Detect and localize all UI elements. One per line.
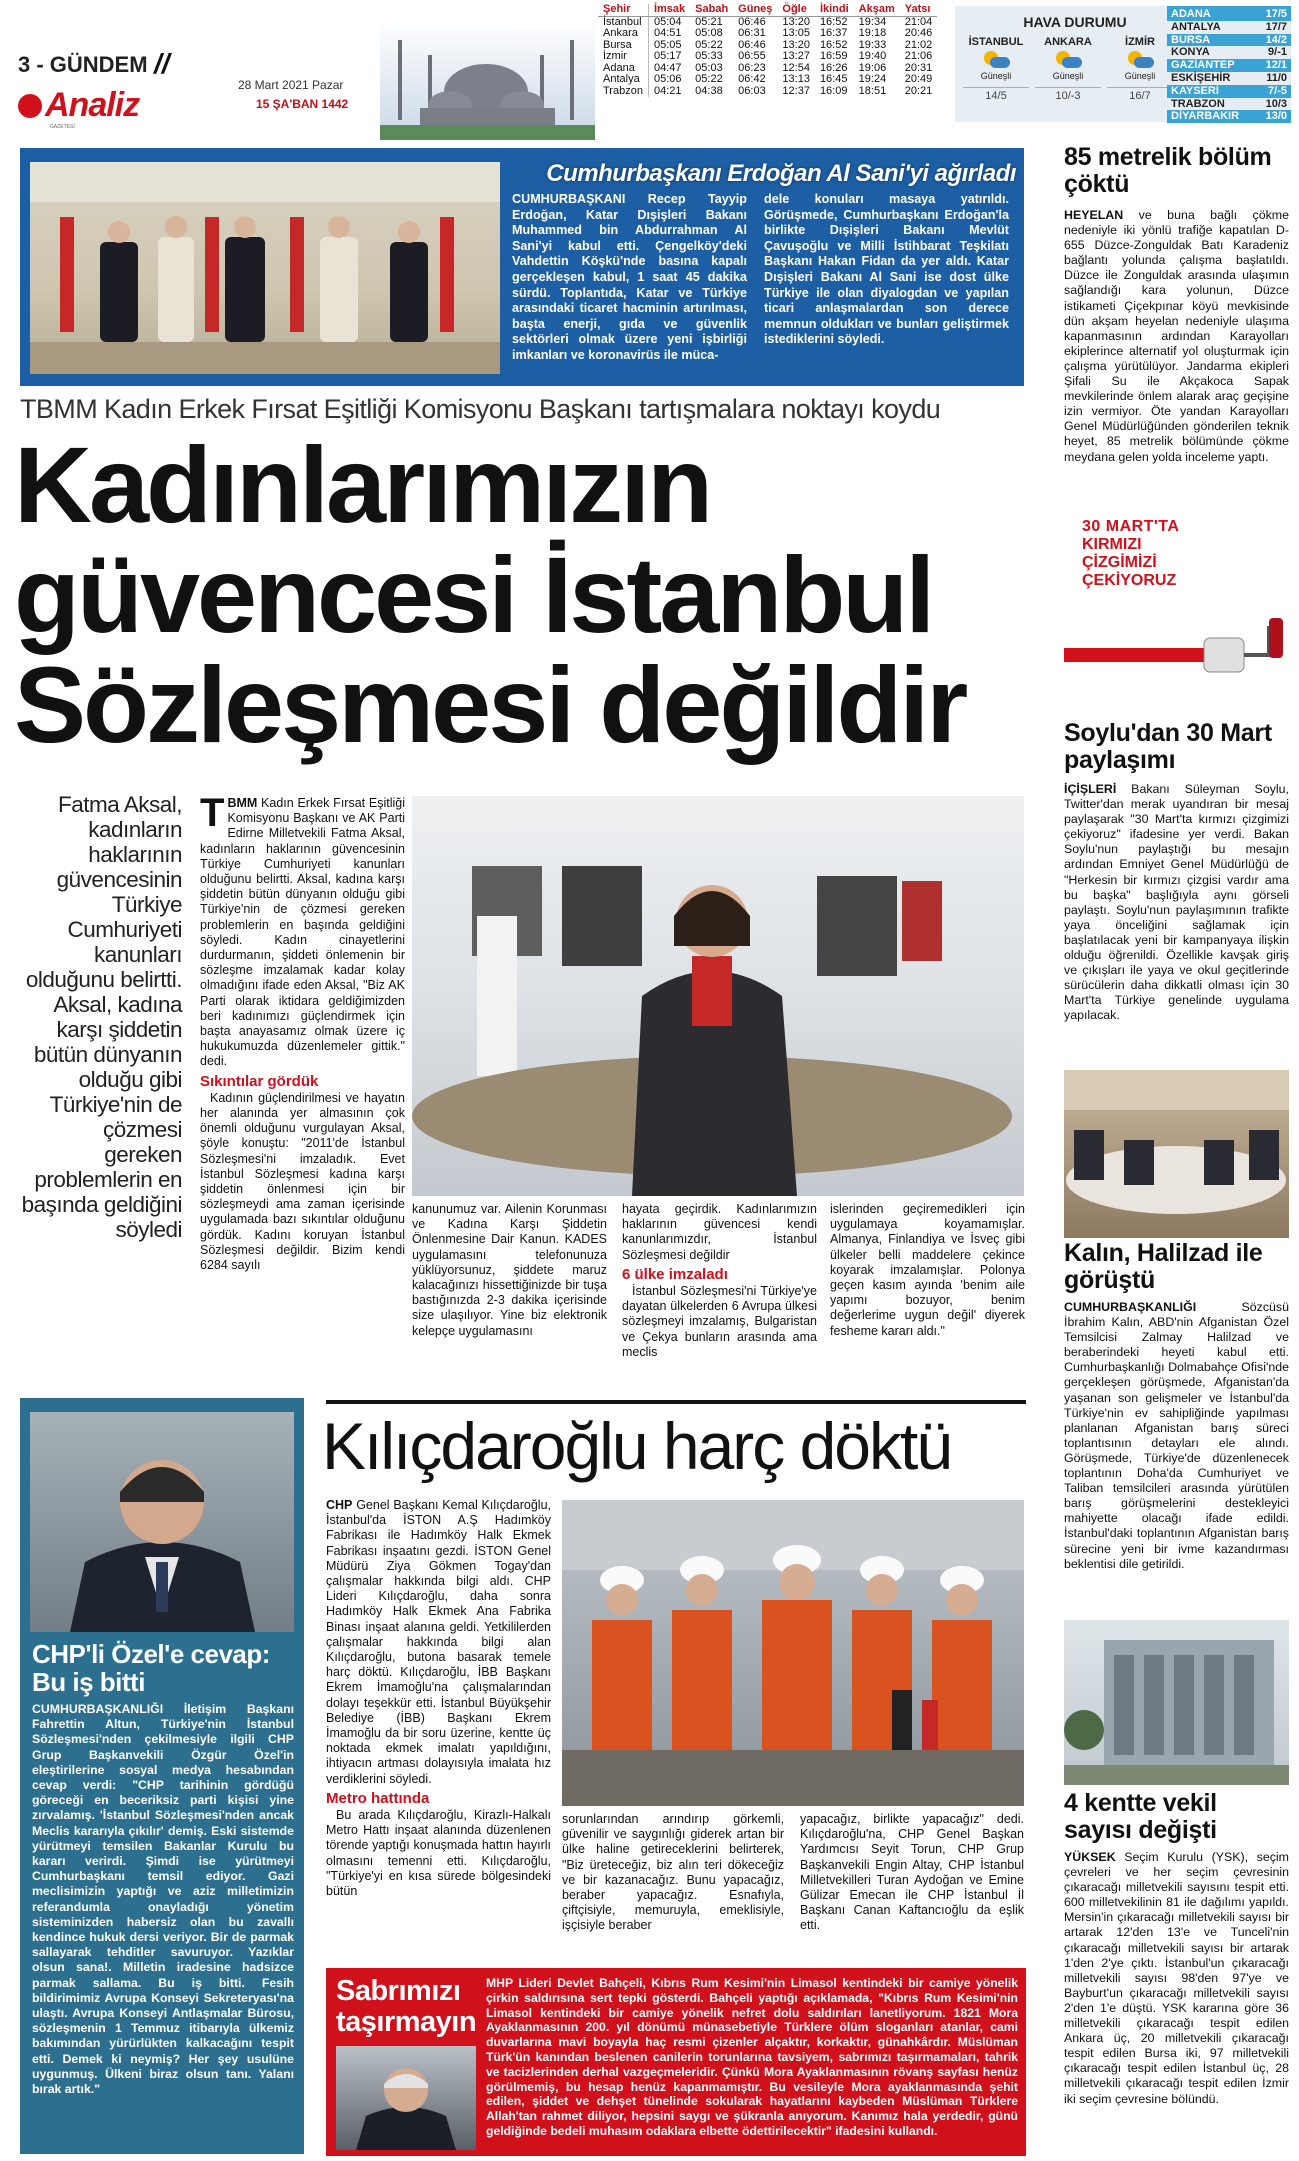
ysk-photo bbox=[1064, 1620, 1289, 1785]
main-headline-line2: güvencesi İstanbul bbox=[14, 534, 933, 655]
weather-list-row bbox=[1167, 110, 1291, 123]
kilicdaroglu-sub: Metro hattında bbox=[326, 1789, 430, 1807]
prayer-header: İkindi bbox=[815, 4, 854, 16]
weather-city-name: İSTANBUL bbox=[968, 36, 1024, 48]
altun-text: İletişim Başkanı Fahrettin Altun, Türkiye'nin İstanbul Sözleşmesi'nden çekilmesiyle ilgili CHP Grup Başkanvekili Özgür Özel'in eleştirilerine sosyal medya hesabından cevap verdi: "CHP tarihinin gördüğü göreceği en beceriksiz parti kişisi yine zırvalamış. 'İstanbul Sözleşmesi'nden ancak Meclis kararıyla çıkılır' demiş. Eski sistemde yürütmeyi temsilen Bakanlar Kurulu bu kararı verirdi. Şimdi ise yürütmeyi Cumhurbaşkanı temsil ediyor. Gazi meclisimizin yaptığı ve aziz milletimizin referandumla onayladığı yönetim sisteminizden habersiz olan bu zavallı kendince hukuk dersi veriyor. Bir de parmak sallayarak tehditler savuruyor. Yazıklar olsun sana!. Milletin iradesine hadsizce parmak sallama. Bu iş bitti. Fesih bildirimimiz Avrupa Konseyi Sekreteryası'na ulaştı. Avrupa Konseyi Antlaşmalar Bürosu, sözleşmenin 1 Temmuz itibarıyla ülkemiz bakımından yürürlükten kalkacağını tespit etti. Demek ki neymiş? Her şey usulüne uygunmuş. Ülkeni biraz olsun tanı. Yalanı bırak artık." bbox=[32, 1702, 294, 2097]
prayer-city: İzmir bbox=[598, 51, 648, 63]
weather-list-city: GAZİANTEP bbox=[1171, 59, 1235, 72]
prayer-row bbox=[598, 28, 937, 40]
prayer-time: 21:04 bbox=[904, 15, 933, 28]
prayer-times bbox=[598, 4, 937, 97]
prayer-time: 16:45 bbox=[819, 73, 848, 85]
bahceli-box bbox=[326, 1968, 1026, 2156]
prayer-times-table bbox=[598, 4, 937, 97]
bahceli-headline-line2: taşırmayın bbox=[336, 2006, 477, 2038]
kilicdaroglu-col1 bbox=[326, 1498, 551, 1899]
prayer-row bbox=[598, 40, 937, 52]
prayer-time: 05:05 bbox=[653, 38, 682, 51]
altun-headline: CHP'li Özel'e cevap: Bu iş bitti bbox=[32, 1639, 270, 1697]
weather-panel bbox=[955, 6, 1291, 122]
drop-cap: T bbox=[200, 791, 225, 835]
prayer-header: İmsak bbox=[648, 4, 690, 16]
prayer-city: İstanbul bbox=[598, 16, 648, 28]
prayer-header: Akşam bbox=[854, 4, 900, 16]
prayer-time: 12:54 bbox=[782, 61, 810, 74]
weather-list bbox=[1167, 6, 1291, 122]
altun-photo-art bbox=[30, 1412, 294, 1632]
weather-list-row bbox=[1167, 21, 1291, 34]
weather-list-temp: 10/3 bbox=[1265, 97, 1287, 110]
weather-list-row bbox=[1167, 59, 1291, 72]
kilicdaroglu-col2: sorunlarından arındırıp görkemli, güvenilir ve saygınlığı giderek artan bir ülke haline getireceklerini belirterek, "Biz üreteceğiz, biz alın teri dökeceğiz ve bir kazanacağız. Bunu yapacağız, beraber yapacağız. Esnafıyla, çiftçisiyle, memuruyla, emeklisiyle, işçisiyle beraber bbox=[562, 1812, 784, 1933]
weather-list-city: ANTALYA bbox=[1171, 20, 1221, 33]
weather-city-cond: Güneşli bbox=[1124, 71, 1156, 81]
prayer-header: Sabah bbox=[690, 4, 733, 16]
erdogan-lead: CUMHURBAŞKANI bbox=[512, 192, 626, 206]
right-s3-lead: CUMHURBAŞKANLIĞI bbox=[1064, 1300, 1197, 1314]
right-s1-text: ve buna bağlı çökme nedeniyle iki yönlü trafiğe kapatılan D-655 Düzce-Zonguldak Batı Karadeniz bağlantı yolunda çalışma başlatıldı. Düzce ile Zonguldak arasında ulaşımın sağlandığı kara yolunun, Düzce istikameti Çiçekpınar köyü mevkisinde dün akşam heyelan nedeniyle ulaşıma kapanmasının ardından Karayolları ekiplerince alternatif yol oluşturmak için çalışma yürütülüyor. Jandarma ekipleri Şifali Su ile Akçakoca Sapak mevkilerinde önlem alarak araç geçişine izin vermiyor. Öte yandan Karayolları Genel Müdürlüğünden gönderilen teknik heyet, 85 metrelik bölümünde çökme meydana gelen yolda inceleme yaptı. bbox=[1064, 208, 1289, 464]
prayer-city: Antalya bbox=[598, 74, 648, 86]
prayer-time: 05:08 bbox=[695, 27, 723, 39]
weather-list-row bbox=[1167, 98, 1291, 111]
prayer-time: 19:06 bbox=[858, 61, 887, 74]
sun-cloud-icon bbox=[1054, 51, 1082, 69]
main-headline-line1: Kadınlarımızın bbox=[14, 424, 711, 545]
prayer-time: 06:46 bbox=[738, 38, 766, 51]
main-col3b: İstanbul Sözleşmesi'ni Türkiye'ye dayatan ülkelerden 6 Avrupa ülkesi sözleşmeyi imzalamış, Bulgaristan ve Çekya bunların arasında ama meclis bbox=[622, 1284, 817, 1359]
right-s2-title: Soylu'dan 30 Mart paylaşımı bbox=[1064, 719, 1272, 774]
weather-list-row bbox=[1167, 85, 1291, 98]
paint-roller-icon bbox=[1064, 618, 1289, 698]
weather-list-temp: 17/5 bbox=[1265, 8, 1287, 20]
aksal-photo-art bbox=[412, 796, 1024, 1196]
erdogan-col1 bbox=[512, 192, 747, 364]
sun-cloud-icon bbox=[1126, 51, 1154, 69]
logo bbox=[18, 86, 139, 125]
ysk-photo-art bbox=[1064, 1620, 1289, 1785]
weather-list-city: BURSA bbox=[1171, 33, 1211, 46]
weather-city-temp: 10/-3 bbox=[1035, 87, 1101, 102]
prayer-header: Güneş bbox=[733, 4, 777, 16]
prayer-time: 21:06 bbox=[904, 50, 933, 62]
main-headline-line3: Sözleşmesi değildir bbox=[14, 644, 966, 765]
weather-list-temp: 9/-1 bbox=[1268, 46, 1287, 59]
altun-photo bbox=[30, 1412, 294, 1632]
bahceli-headline bbox=[336, 1976, 486, 2038]
weather-city bbox=[1035, 36, 1101, 116]
prayer-time: 06:23 bbox=[738, 61, 766, 74]
kilicdaroglu-col3: yapacağız, birlikte yapacağız" dedi. Kılıçdaroğlu'na, CHP Genel Başkan Yardımcısı Seyit Torun, CHP Grup Başkanvekili Engin Altay, CHP İstanbul Milletvekilleri Turan Aydoğan ve Emine Gülizar Emecan ile CHP İstanbul İl Başkanı Canan Kaftancıoğlu da eşlik etti. bbox=[800, 1812, 1024, 1933]
weather-city-name: İZMİR bbox=[1125, 36, 1155, 48]
prayer-row bbox=[598, 51, 937, 63]
weather-list-city: TRABZON bbox=[1171, 97, 1225, 110]
main-col3 bbox=[622, 1202, 817, 1360]
weather-list-temp: 11/0 bbox=[1266, 71, 1287, 84]
prayer-time: 16:26 bbox=[819, 61, 848, 74]
prayer-row bbox=[598, 63, 937, 75]
erdogan-col2: dele konuları masaya yatırıldı. Görüşmede, Cumhurbaşkanı Erdoğan'la birlikte Dışişleri Bakanı Mevlüt Çavuşoğlu ve Milli İstihbarat Teşkilatı Başkanı Hakan Fidan da yer aldı. Katar Dışişleri Bakanı Al Sani ise dost ülke Türkiye ile olan diyalogdan ve yapılan ticari anlaşmalardan son derece memnun oldukları ve bunları geliştirmek istediklerini söyledi. bbox=[764, 192, 1009, 347]
prayer-time: 05:22 bbox=[695, 38, 723, 51]
altun-body bbox=[32, 1702, 294, 2097]
kalin-photo-art bbox=[1064, 1070, 1289, 1238]
prayer-time: 04:51 bbox=[653, 27, 682, 39]
main-sub1: Sıkıntılar gördük bbox=[200, 1072, 319, 1090]
weather-city-temp: 14/5 bbox=[963, 87, 1029, 102]
main-spot: Fatma Aksal, kadınların haklarının güvencesinin Türkiye Cumhuriyeti kanunları olduğunu belirtti. Aksal, kadına karşı şiddetin bütün dünyanın olduğu gibi Türkiye'nin de çözmesi gereken problemlerin en başında geldiğini söyledi bbox=[21, 792, 182, 1242]
ad-line1: 30 MART'TA bbox=[1082, 518, 1180, 535]
logo-icon bbox=[18, 94, 42, 118]
prayer-header: Şehir bbox=[598, 4, 648, 16]
hijri-date: 15 ŞA'BAN 1442 bbox=[256, 97, 349, 111]
weather-list-row bbox=[1167, 46, 1291, 59]
campaign-ad bbox=[1064, 518, 1289, 703]
prayer-time: 05:03 bbox=[695, 61, 723, 74]
prayer-header: Öğle bbox=[777, 4, 815, 16]
prayer-time: 05:21 bbox=[695, 15, 723, 28]
right-s2-text: Bakanı Süleyman Soylu, Twitter'dan merak uyandıran bir mesaj paylaşarak "30 Mart'ta kırmızı çizgimizi çekiyoruz" ifadesine yer verdi. Bakan Soylu'nun paylaştığı bu mesajın ardından Emniyet Genel Müdürlüğü de "Herkesin bir kırmızı çizgisi vardır ama bu başka" başlığıyla aynı görseli paylaştı. Soylu'nun paylaşımının trafikte yaya önceliğini sağlamak için başlatılacak yeni bir kampanyaya ilişkin olduğu öğrenildi. Özellikle kavşak giriş ve çıkışları ile yaya ve okul geçitlerinde sürücülerin daha dikkatli olması için 30 Mart'ta Türkiye genelinde uygulama yapılacak. bbox=[1064, 782, 1289, 1023]
bahceli-headline-line1: Sabrımızı bbox=[336, 1975, 461, 2007]
ad-line4: ÇEKİYORUZ bbox=[1082, 572, 1177, 589]
prayer-time: 06:03 bbox=[738, 84, 766, 97]
prayer-time: 18:51 bbox=[858, 84, 887, 97]
prayer-time: 13:20 bbox=[782, 38, 810, 51]
kilicdaroglu-photo bbox=[562, 1500, 1024, 1806]
main-headline bbox=[14, 424, 1034, 765]
prayer-time: 05:06 bbox=[653, 73, 682, 85]
right-s4-body bbox=[1064, 1850, 1289, 2107]
mosque-illustration bbox=[380, 20, 595, 140]
weather-city bbox=[1107, 36, 1173, 116]
prayer-time: 06:46 bbox=[738, 15, 766, 28]
prayer-city: Trabzon bbox=[598, 86, 648, 98]
weather-list-temp: 17/7 bbox=[1265, 20, 1287, 33]
prayer-header: Yatsı bbox=[900, 4, 938, 16]
bahceli-photo-art bbox=[336, 2046, 476, 2150]
prayer-time: 06:42 bbox=[738, 73, 766, 85]
prayer-time: 20:46 bbox=[904, 27, 933, 39]
altun-lead: CUMHURBAŞKANLIĞI bbox=[32, 1702, 164, 1716]
prayer-time: 19:40 bbox=[858, 50, 887, 62]
right-s2-lead: İÇİŞLERİ bbox=[1064, 782, 1117, 796]
prayer-time: 06:55 bbox=[738, 50, 766, 62]
right-s2-body bbox=[1064, 782, 1289, 1024]
main-col1b: Kadının güçlendirilmesi ve hayatın her alanında yer almasının çok önemli olduğunu vurgulayan Aksal, şöyle konuştu: "2011'de İstanbul Sözleşmesi'ni imzaladık. Evet İstanbul Sözleşmesi kadına karşı şiddetin önlenmesi için bir sözleşmeydi ama zaman içerisinde uygulamada bazı sıkıntılar olduğunu gördük. Kadını koruyan İstanbul Sözleşmesi değildir. Bizim kendi 6284 sayılı bbox=[200, 1090, 405, 1273]
main-col1-lead: BMM bbox=[227, 796, 258, 810]
prayer-row bbox=[598, 86, 937, 98]
main-col3a: hayata geçirdik. Kadınlarımızın haklarının güvencesi kendi kanunlarımızdır, İstanbul Sözleşmesi değildir bbox=[622, 1202, 817, 1262]
section-label: 3 - GÜNDEM bbox=[18, 52, 148, 77]
prayer-time: 13:05 bbox=[782, 27, 810, 39]
weather-list-city: KONYA bbox=[1171, 46, 1210, 59]
bahceli-body: MHP Lideri Devlet Bahçeli, Kıbrıs Rum Kesimi'nin Limasol kentindeki bir camiye yönelik çirkin saldırısına sert tepki gösterdi. Bahçeli yaptığı açıklamada, "Kıbrıs Rum Kesimi'nin Limasol kentindeki bir camiye yönelik nefret dolu saldırıları lanetliyorum. 1821 Mora Ayaklanmasının 200. yıl dönümü münasebetiyle Türklere ölüm sloganları atanlar, cami duvarlarına mavi boyayla haç resmi çizenler alçaktır, korkaktır, günahkârdır. Müslüman Türk'ün kanından beslenen canilerin torunlarına tavsiyem, sabrımızı taşırmamaları, tahrik ve tacizlerinden derhal vazgeçmeleridir. Çünkü Mora Ayaklanmasının rövanş sayfası henüz görülmemiş, bu hesap henüz kapanmamıştır. Bu vesileyle Mora ayaklanmasında şehit edilen, şiddet ve dehşet tünelinde sokularak hayatlarını kaybeden Müslüman Türklere Allah'tan rahmet diliyor, hepsini saygı ve şükranla anıyorum. Kanımız hala yerdedir, günü geldiğinde bedeli muhasım odaklara elbette ödettirilecektir" ifadesini kullandı. bbox=[486, 1976, 1018, 2138]
altun-box bbox=[20, 1398, 304, 2154]
main-col1-text: Kadın Erkek Fırsat Eşitliği Komisyonu Başkanı ve AK Parti Edirne Milletvekili Fatma Aksal, kadınların haklarının güvencesinin Türkiye Cumhuriyeti kanunları olduğunu belirtti. Aksal, kadına karşı şiddetin bütün dünyanın olduğu gibi Türkiye'nin de çözmesi gereken problemlerin en başında geldiğini söyledi. Kadın cinayetlerini durdurmanın, şiddeti önlemenin bir sözleşme imzalamak kadar kolay olmadığını ifade eden Aksal, "Biz AK Parti olarak iktidara geldiğimizden beri kadınımızı güçlendirmek için başta anayasamız olmak üzere iç hukukumuzda düzenlemeler gittik." dedi. bbox=[200, 796, 405, 1069]
main-sub2: 6 ülke imzaladı bbox=[622, 1265, 728, 1283]
right-s1-lead: HEYELAN bbox=[1064, 208, 1124, 222]
prayer-time: 06:31 bbox=[738, 27, 766, 39]
kilicdaroglu-lead: CHP bbox=[326, 1498, 353, 1512]
prayer-time: 16:37 bbox=[819, 27, 848, 39]
logo-text: Analiz bbox=[45, 86, 140, 124]
bahceli-photo bbox=[336, 2046, 476, 2150]
weather-title: HAVA DURUMU bbox=[1023, 14, 1127, 30]
section-slashes: // bbox=[154, 48, 170, 79]
weather-list-city: ADANA bbox=[1171, 8, 1211, 20]
prayer-time: 19:33 bbox=[858, 38, 887, 51]
weather-city-cond: Güneşli bbox=[980, 71, 1012, 81]
masthead bbox=[14, 40, 254, 140]
kilicdaroglu-headline: Kılıçdaroğlu harç döktü bbox=[322, 1409, 952, 1483]
weather-list-city: KAYSERİ bbox=[1171, 84, 1219, 97]
erdogan-col1-text: Recep Tayyip Erdoğan, Katar Dışişleri Bakanı Muhammed bin Abdurrahman Al Sani'yi kabul etti. Çengelköy'deki Vahdettin Köşkü'nde basına kapalı gerçekleşen kabul, 1 saat 45 dakika sürdü. Toplantıda, Katar ve Türkiye arasındaki ticaret hacminin artırılması, başta enerji, gıda ve güvenlik sektörleri olmak üzere yeni işbirliği imkanları ve koronavirüs ile müca- bbox=[512, 192, 747, 362]
kilicdaroglu-photo-art bbox=[562, 1500, 1024, 1806]
erdogan-headline: Cumhurbaşkanı Erdoğan Al Sani'yi ağırladı bbox=[546, 160, 1016, 187]
weather-city bbox=[963, 36, 1029, 116]
weather-city-temp: 16/7 bbox=[1107, 87, 1173, 102]
prayer-time: 21:02 bbox=[904, 38, 933, 51]
weather-list-city: ESKİŞEHİR bbox=[1171, 71, 1231, 84]
prayer-time: 13:27 bbox=[782, 50, 810, 62]
weather-city-cond: Güneşli bbox=[1052, 71, 1084, 81]
aksal-photo bbox=[412, 796, 1024, 1196]
weather-list-row bbox=[1167, 8, 1291, 21]
prayer-time: 20:21 bbox=[904, 84, 933, 97]
logo-tag: GAZETESİ bbox=[50, 124, 75, 130]
weather-list-temp: 13/0 bbox=[1265, 110, 1287, 123]
weather-list-row bbox=[1167, 72, 1291, 85]
erdogan-story-box bbox=[20, 148, 1024, 386]
prayer-time: 13:20 bbox=[782, 15, 810, 28]
prayer-time: 12:37 bbox=[782, 84, 810, 97]
main-col2: kanunumuz var. Ailenin Korunması ve Kadına Karşı Şiddetin Önlenmesine Dair Kanun. KADES uygulamasını telefonunuza yüklüyorsunuz, şiddete maruz kalacağınızı hissettiğinizde bir tuşa bastığınızda 2-3 dakika içerisinde size ulaşılıyor. Yine biz elektronik kelepçe uygulamasını bbox=[412, 1202, 607, 1338]
right-s1-body bbox=[1064, 208, 1289, 465]
prayer-time: 16:52 bbox=[819, 38, 848, 51]
prayer-time: 13:13 bbox=[782, 73, 810, 85]
prayer-city: Adana bbox=[598, 63, 648, 75]
right-s3-title: Kalın, Halilzad ile görüştü bbox=[1064, 1239, 1263, 1294]
prayer-city: Ankara bbox=[598, 28, 648, 40]
weather-city-name: ANKARA bbox=[1044, 36, 1092, 48]
prayer-time: 16:09 bbox=[819, 84, 848, 97]
right-s4-title: 4 kentte vekil sayısı değişti bbox=[1064, 1789, 1217, 1844]
weather-list-row bbox=[1167, 34, 1291, 47]
kilicdaroglu-rule bbox=[326, 1400, 1026, 1404]
kilicdaroglu-col1b: Bu arada Kılıçdaroğlu, Kirazlı-Halkalı Metro Hattı inşaat alanında düzenlenen törende yaptığı konuşmada hattın hayırlı olmasını temenni etti. Kılıçdaroğlu, "Türkiye'yi en kısa sürede bölgesindeki bütün bbox=[326, 1808, 551, 1899]
prayer-city: Bursa bbox=[598, 40, 648, 52]
weather-list-temp: 14/2 bbox=[1265, 33, 1287, 46]
prayer-row bbox=[598, 16, 937, 28]
kalin-photo bbox=[1064, 1070, 1289, 1238]
weather-list-temp: 12/1 bbox=[1265, 59, 1287, 72]
right-s3-body bbox=[1064, 1300, 1289, 1572]
weather-cities bbox=[963, 36, 1173, 116]
ad-line3: ÇİZGİMİZİ bbox=[1082, 554, 1157, 571]
prayer-time: 19:18 bbox=[858, 27, 887, 39]
weather-list-city: DİYARBAKIR bbox=[1171, 110, 1240, 123]
weather-list-temp: 7/-5 bbox=[1268, 84, 1287, 97]
main-col1 bbox=[200, 791, 405, 1273]
right-s3-text: Sözcüsü İbrahim Kalın, ABD'nin Afganistan Özel Temsilcisi Zalmay Halilzad ve beraberindeki heyeti kabul etti. Cumhurbaşkanlığı Dolmabahçe Ofisi'nde gerçekleşen görüşmede, Afganistan'da yaşanan son gelişmeler ve İstanbul'da Türkiye'nin ev sahipliğinde yapılması planlanan Afganistan barış süreci toplantısının detayları ele alındı. Görüşmede, Türkiye'de düzenlenecek toplantının Doha'da Cumhuriyet ve Taliban temsilcileri arasında yürütülen barış görüşmelerini destekleyici mahiyette olacağı ifade edildi. İstanbul'daki toplantının Afganistan barış sürecine yeni bir ivme kazandırması beklentisi dile getirildi. bbox=[1064, 1300, 1289, 1571]
prayer-time: 16:52 bbox=[819, 15, 848, 28]
issue-date: 28 Mart 2021 Pazar bbox=[238, 78, 344, 92]
right-s4-lead: YÜKSEK bbox=[1064, 1850, 1116, 1864]
ad-line2: KIRMIZI bbox=[1082, 536, 1142, 553]
sun-cloud-icon bbox=[982, 51, 1010, 69]
prayer-time: 04:47 bbox=[653, 61, 682, 74]
prayer-time: 05:33 bbox=[695, 50, 723, 62]
prayer-time: 04:21 bbox=[653, 84, 682, 97]
prayer-time: 04:38 bbox=[695, 84, 723, 97]
kilicdaroglu-col1-text: Genel Başkanı Kemal Kılıçdaroğlu, İstanbul'da İSTON A.Ş Hadımköy Fabrikası ile Hadımköy Halk Ekmek Fabrikası inşaatını gezdi. İSTON Genel Müdürü Ziya Gökmen Togay'dan çalışmalar hakkında bilgi aldı. CHP Lideri Kılıçdaroğlu, daha sonra Hadımköy Halk Ekmek Ana Fabrika Binası inşaat alanına geldi. Yetkililerden çalışmalar hakkında bilgi alan Kılıçdaroğlu, butona basarak temele harç döktü. Kılıçdaroğlu, İBB Başkanı Ekrem İmamoğlu'na çalışmalarından dolayı teşekkür etti. İstanbul Büyükşehir Belediye (İBB) Başkanı Ekrem İmamoğlu da bir soru üzerine, kentte üç noktada ekmek imalatı yapıldığını, ihtiyacın artması dolayısıyla imalata hız verdiklerini söyledi. bbox=[326, 1498, 551, 1786]
prayer-time: 05:22 bbox=[695, 73, 723, 85]
prayer-time: 19:34 bbox=[858, 15, 887, 28]
right-s1-title: 85 metrelik bölüm çöktü bbox=[1064, 143, 1272, 198]
prayer-row bbox=[598, 74, 937, 86]
prayer-time: 16:59 bbox=[819, 50, 848, 62]
prayer-time: 05:04 bbox=[653, 15, 682, 28]
prayer-time: 20:31 bbox=[904, 61, 933, 74]
prayer-time: 19:24 bbox=[858, 73, 887, 85]
right-s4-text: Seçim Kurulu (YSK), seçim çevreleri ve her seçim çevresinin çıkaracağı milletvekili sayısını tespit etti. 600 milletvekilinin 81 ile dağılımı yapıldı. Mersin'in çıkaracağı milletvekili sayısı bir artarak 12'den 13'e ve Tunceli'nin çıkaracağı milletvekili sayısı bir artarak 1'den 2'ye çıktı. İstanbul'un çıkaracağı milletvekili sayısı 98'den 97'ye ve Bayburt'un çıkaracağı milletvekili sayısı 2'den 1'e düştü. YSK kararına göre 36 milletvekili çıkaracağı tespit edilen Ankara üç, 20 milletvekili çıkaracağı tespit edilen Bursa iki, 97 milletvekili çıkaracağı tespit edilen İstanbul üç, 28 milletvekili çıkaracağı tespit edilen İzmir iki seçim çevresine bölündü. bbox=[1064, 1850, 1289, 2106]
main-kicker: TBMM Kadın Erkek Fırsat Eşitliği Komisyonu Başkanı tartışmalara noktayı koydu bbox=[20, 394, 941, 424]
erdogan-photo bbox=[30, 162, 500, 374]
erdogan-photo-art bbox=[30, 162, 500, 374]
prayer-time: 20:49 bbox=[904, 73, 933, 85]
prayer-time: 05:17 bbox=[653, 50, 682, 62]
main-col4: islerinden geçiremedikleri için uygulamaya koyamamışlar. Almanya, Finlandiya ve İsveç gibi ülkeler belli maddelere çekince koyarak imzalamışlar. Polonya geçen kasım ayında 'benim aile yapımı bozuyor, benim değerlerime uygun değil' diyerek fesheme kararı aldı." bbox=[830, 1202, 1025, 1338]
